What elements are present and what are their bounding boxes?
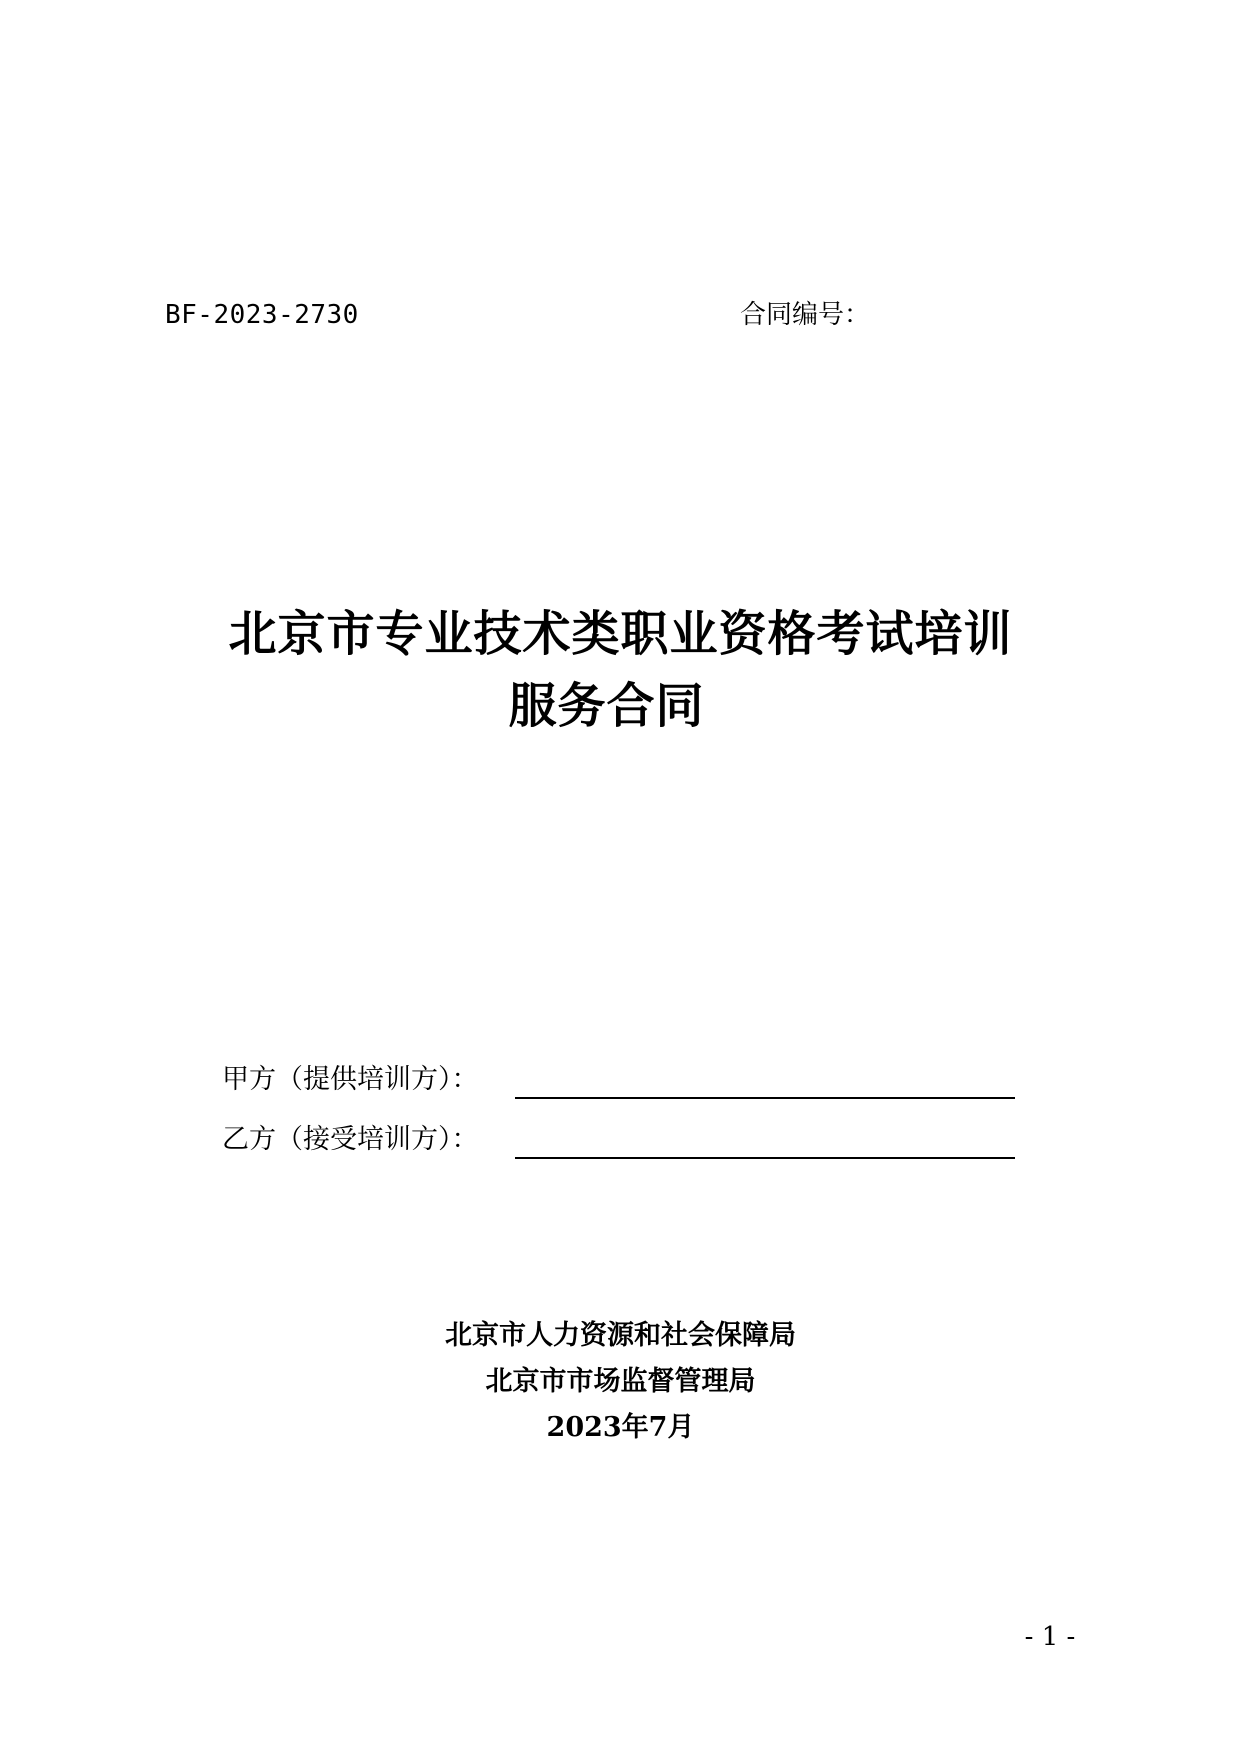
party-a-label: 甲方（提供培训方）： (222, 1064, 479, 1095)
document-title-line-2: 服务合同 (508, 678, 705, 734)
party-b-blank-line (515, 1157, 1015, 1159)
issue-date: 2023年7月 (546, 1412, 695, 1443)
issuer-hr-bureau: 北京市人力资源和社会保障局 (445, 1320, 796, 1351)
page-number: - 1 - (1024, 1622, 1076, 1652)
party-a-blank-line (515, 1097, 1015, 1099)
document-code: BF-2023-2730 (165, 300, 359, 330)
party-a-row (222, 1060, 1022, 1106)
party-b-row (222, 1120, 1022, 1166)
party-b-label: 乙方（接受培训方）： (222, 1124, 479, 1155)
contract-number-label: 合同编号： (740, 300, 871, 330)
document-title-line-1: 北京市专业技术类职业资格考试培训 (228, 606, 1013, 662)
issuer-market-regulation: 北京市市场监督管理局 (485, 1366, 756, 1397)
